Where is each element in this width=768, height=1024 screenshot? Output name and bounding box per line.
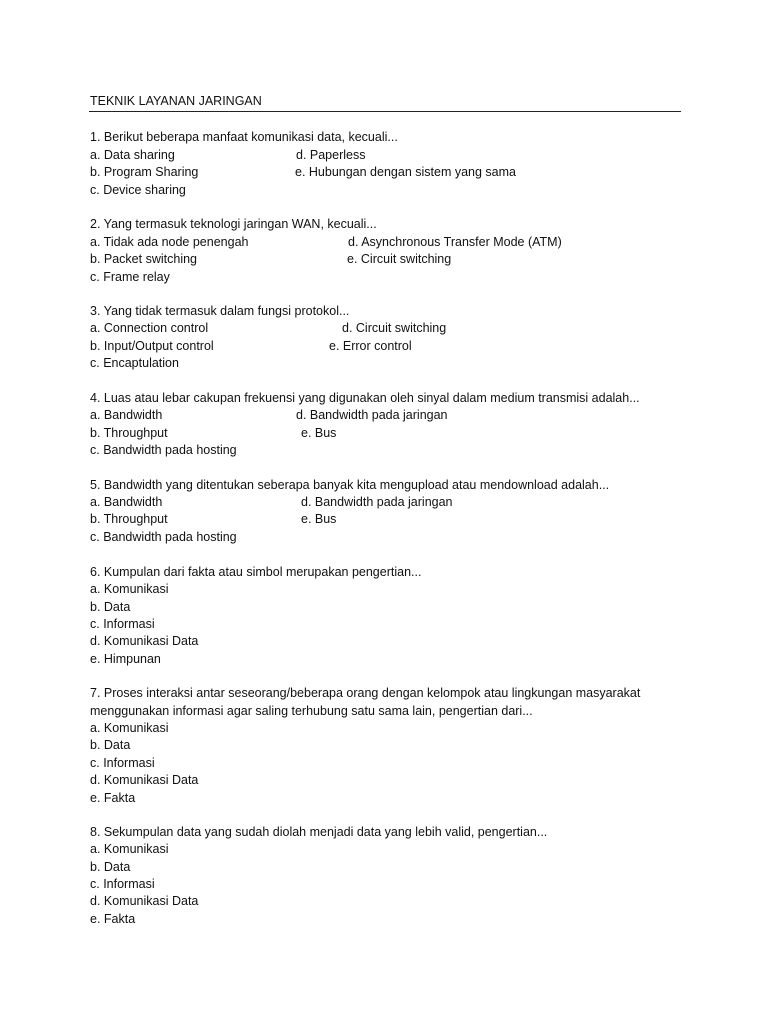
question-2-option-c: c. Frame relay — [90, 269, 170, 284]
title-divider — [89, 111, 681, 112]
question-4-option-e: e. Bus — [301, 425, 337, 440]
question-8-option-a: a. Komunikasi — [90, 842, 169, 856]
question-6-option-a: a. Komunikasi — [90, 582, 169, 596]
question-2-row-2 — [90, 251, 452, 269]
question-4-row-1 — [90, 407, 448, 425]
question-1-option-a: a. Data sharing — [90, 147, 175, 162]
question-3-row-2 — [90, 338, 412, 356]
question-4-option-c: c. Bandwidth pada hosting — [90, 442, 237, 457]
question-8-stem: 8. Sekumpulan data yang sudah diolah menjadi data yang lebih valid, pengertian... — [90, 824, 548, 839]
question-6-option-b: b. Data — [90, 599, 131, 614]
question-8-option-b: b. Data — [90, 859, 131, 874]
question-3-option-c: c. Encaptulation — [90, 356, 179, 370]
question-6-stem: 6. Kumpulan dari fakta atau simbol merupakan pengertian... — [90, 564, 422, 579]
question-5-row-2 — [90, 511, 337, 529]
question-8-option-d: d. Komunikasi Data — [90, 894, 199, 908]
question-8-option-e: e. Fakta — [90, 911, 136, 926]
question-4-row-2 — [90, 425, 337, 443]
question-3-option-d: d. Circuit switching — [342, 321, 447, 335]
question-1-option-e: e. Hubungan dengan sistem yang sama — [295, 165, 516, 179]
question-6-option-e: e. Himpunan — [90, 651, 161, 666]
question-5-option-c: c. Bandwidth pada hosting — [90, 529, 237, 544]
question-1-option-d: d. Paperless — [296, 147, 366, 162]
question-3-stem: 3. Yang tidak termasuk dalam fungsi protokol... — [90, 304, 350, 318]
question-5-option-e: e. Bus — [301, 512, 337, 526]
question-5-stem: 5. Bandwidth yang ditentukan seberapa banyak kita mengupload atau mendownload adalah... — [90, 477, 610, 492]
question-2-option-a: a. Tidak ada node penengah — [90, 234, 249, 249]
question-2-stem: 2. Yang termasuk teknologi jaringan WAN, kecuali... — [90, 217, 377, 231]
question-7-stem-line-2: menggunakan informasi agar saling terhubung satu sama lain, pengertian dari... — [90, 703, 533, 718]
question-2-option-e: e. Circuit switching — [347, 252, 452, 266]
question-4-option-d: d. Bandwidth pada jaringan — [296, 408, 448, 422]
question-3-option-e: e. Error control — [329, 338, 412, 353]
question-1-row-2 — [90, 164, 516, 182]
question-2-option-b: b. Packet switching — [90, 252, 197, 266]
question-4-stem: 4. Luas atau lebar cakupan frekuensi yang digunakan oleh sinyal dalam medium transmisi adalah... — [90, 390, 640, 405]
question-4-option-b: b. Throughput — [90, 425, 168, 440]
question-7-option-e: e. Fakta — [90, 790, 136, 805]
question-6-option-d: d. Komunikasi Data — [90, 634, 199, 648]
document-title: TEKNIK LAYANAN JARINGAN — [90, 94, 262, 108]
question-7-option-c: c. Informasi — [90, 755, 155, 770]
question-7-option-a: a. Komunikasi — [90, 721, 169, 735]
question-5-option-d: d. Bandwidth pada jaringan — [301, 495, 453, 509]
question-7-option-b: b. Data — [90, 738, 131, 752]
question-3-option-a: a. Connection control — [90, 321, 209, 335]
question-4-option-a: a. Bandwidth — [90, 408, 163, 422]
question-5-option-a: a. Bandwidth — [90, 495, 163, 509]
question-2-option-d: d. Asynchronous Transfer Mode (ATM) — [348, 234, 562, 249]
question-1-row-1 — [90, 147, 366, 165]
question-3-row-1 — [90, 320, 447, 338]
question-6-option-c: c. Informasi — [90, 616, 155, 631]
question-1-option-b: b. Program Sharing — [90, 165, 199, 179]
question-2-row-1 — [90, 234, 562, 252]
question-7-option-d: d. Komunikasi Data — [90, 773, 199, 787]
question-3-option-b: b. Input/Output control — [90, 338, 214, 353]
question-5-row-1 — [90, 494, 453, 512]
question-7-stem-line-1: 7. Proses interaksi antar seseorang/beberapa orang dengan kelompok atau lingkungan masyarakat — [90, 686, 641, 700]
question-1-option-c: c. Device sharing — [90, 182, 186, 197]
question-5-option-b: b. Throughput — [90, 512, 168, 526]
question-1-stem: 1. Berikut beberapa manfaat komunikasi data, kecuali... — [90, 130, 398, 144]
question-8-option-c: c. Informasi — [90, 877, 155, 891]
